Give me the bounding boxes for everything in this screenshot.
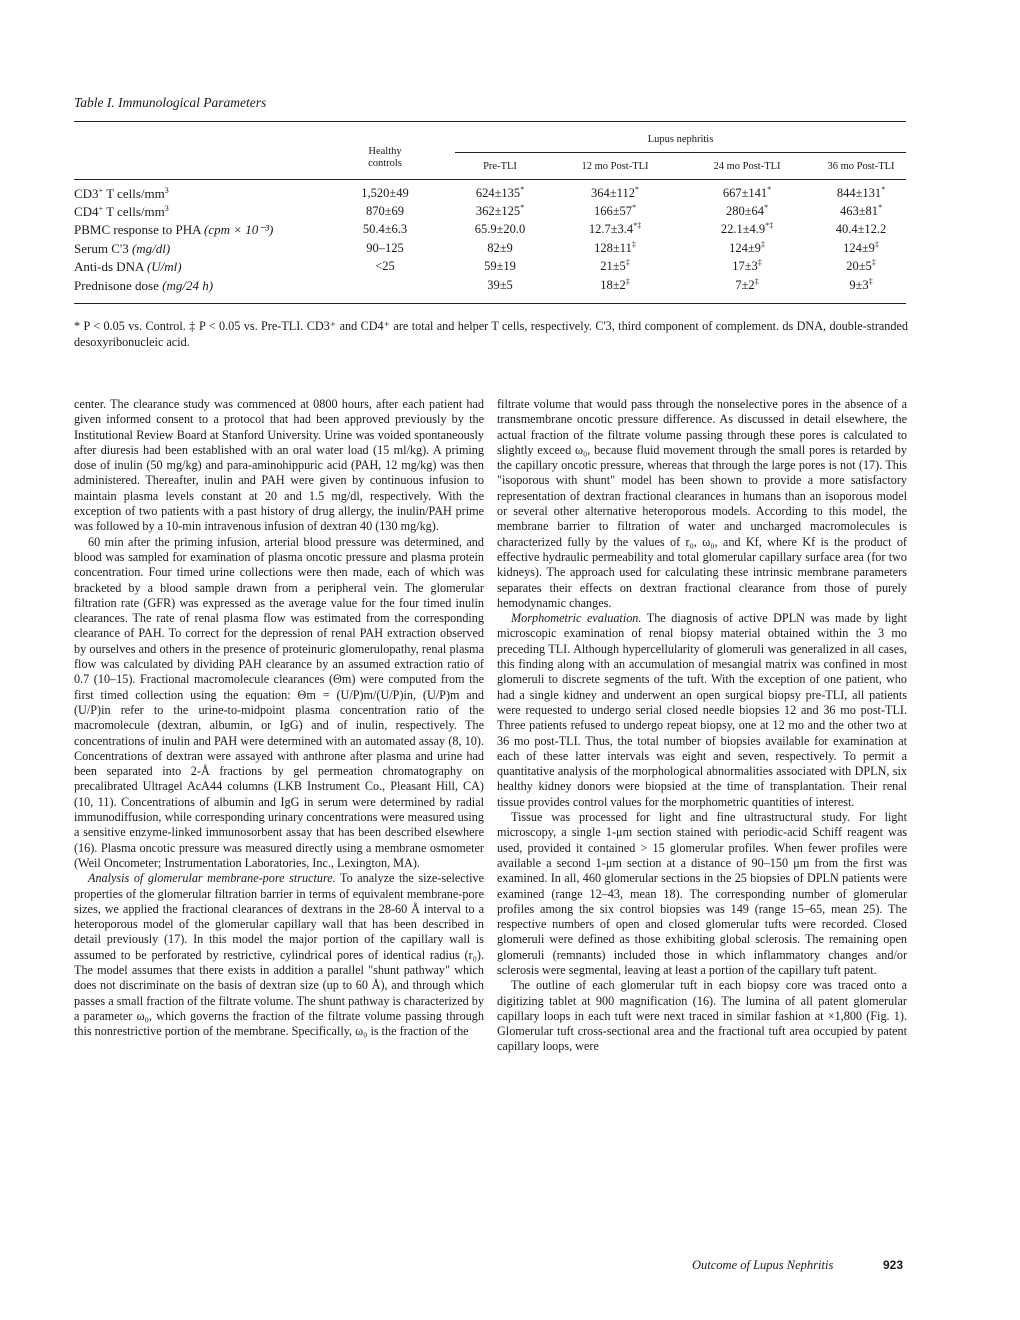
table-cell: 90–125 xyxy=(366,241,404,255)
table-cell: 20±5‡ xyxy=(846,258,876,273)
section-heading: Morphometric evaluation. xyxy=(511,611,642,626)
header-lupus-nephritis: Lupus nephritis xyxy=(647,134,714,145)
table-cell: 844±131* xyxy=(836,185,886,200)
table-cell: 280±64* xyxy=(725,203,769,218)
header-24mo: 24 mo Post-TLI xyxy=(713,161,781,172)
table-top-rule xyxy=(74,121,906,122)
paragraph: The outline of each glomerular tuft in each biopsy core was traced onto a digitizing tablet at 900 magnification (16). The lumina of all patent glomerular capillary loops in each tuft were next traced in similar fashion at ×1,800 (Fig. 1). Glomerular tuft cross-sectional area and the fractional tuft area occupied by patent capillary loops, were xyxy=(497,978,907,1054)
row-label: CD4+ T cells/$mm^3$ xyxy=(74,204,169,219)
row-label: PBMC response to PHA (cpm × 10⁻³) xyxy=(74,222,274,237)
table-cell: 39±5 xyxy=(487,278,513,292)
row-label: Anti-ds DNA (U/ml) xyxy=(74,259,182,274)
table-cell: 18±2‡ xyxy=(600,277,630,292)
lupus-group-rule xyxy=(455,152,906,153)
table-cell: 166±57* xyxy=(593,203,637,218)
table-footnote: * P < 0.05 vs. Control. ‡ P < 0.05 vs. Pre-TLI. CD3⁺ and CD4⁺ are total and helper T cells, respectively. C'3, third component of complement. ds DNA, double-stranded desoxyribonucleic acid. xyxy=(74,319,908,349)
header-36mo: 36 mo Post-TLI xyxy=(827,161,895,172)
right-column xyxy=(497,397,907,1055)
page-number: 923 xyxy=(883,1258,904,1272)
paragraph: Morphometric evaluation. The diagnosis of active DPLN was made by light microscopic examination of renal biopsy material obtained within the 3 mo preceding TLI. Although hypercellularity of glomeruli was generalized in all cases, this finding along with an accumulation of mesangial matrix was confined in most glomeruli to discrete segments of the tuft. With the exception of one patient, who had a single kidney and underwent an open surgical biopsy pre-TLI, all patients were requested to undergo serial closed needle biopsies 12 and 36 mo post-TLI. Three patients refused to undergo repeat biopsy, one at 12 mo and the other two at 36 mo post-TLI. Thus, the total number of biopsies available for examination at each of these latter intervals was eight and seven, respectively. To permit a quantitative analysis of the morphological abnormalities associated with DPLN, six healthy kidney donors were biopsied at the time of transplantation. Their renal tissue provides control values for the morphometric quantities of interest. xyxy=(497,611,907,809)
table-cell: 12.7±3.4*‡ xyxy=(588,221,642,236)
table-cell: 463±81* xyxy=(839,203,883,218)
table-header-rule xyxy=(74,179,906,180)
table-cell: 21±5‡ xyxy=(600,258,630,273)
paragraph: filtrate volume that would pass through the nonselective pores in the absence of a transmembrane oncotic pressure difference. As discussed in detail elsewhere, the actual fraction of the filtrate volume passing through these pores is calculated to slightly exceed ω₀, because fluid movement through the small pores is retarded by the capillary oncotic pressure, whereas that through the large pores is not (17). This "isoporous with shunt" model has been shown to provide a more satisfactory representation of dextran fractional clearances in humans than an isoporous model or several other alternative heteroporous models. According to this model, the membrane barrier to filtration of water and uncharged macromolecules is characterized fully by the values of r₀, ω₀, and Kf, where Kf is the product of effective hydraulic permeability and total glomerular capillary surface area (for two kidneys). The approach used for calculating these intrinsic membrane parameters separates their effects on dextran fractional clearance from those of purely hemodynamic changes. xyxy=(497,397,907,610)
table-cell: 65.9±20.0 xyxy=(474,222,526,236)
row-label: Prednisone dose (mg/24 h) xyxy=(74,278,214,293)
table-cell: 364±112* xyxy=(591,185,639,200)
table-cell: 667±141* xyxy=(722,185,772,200)
table-cell: 362±125* xyxy=(475,203,525,218)
table-cell: 22.1±4.9*‡ xyxy=(720,221,774,236)
header-pre-tli: Pre-TLI xyxy=(483,161,517,172)
table-cell: 50.4±6.3 xyxy=(362,222,408,236)
table-cell: 124±9‡ xyxy=(843,240,879,255)
table-cell: 40.4±12.2 xyxy=(835,222,887,236)
table-cell: 82±9 xyxy=(487,241,513,255)
header-healthy-controls: Healthy controls xyxy=(368,146,402,169)
table-cell: 59±19 xyxy=(484,259,516,273)
table-cell: 128±11‡ xyxy=(594,240,636,255)
table-caption: Table I. Immunological Parameters xyxy=(74,95,267,110)
table-cell: 624±135* xyxy=(475,185,525,200)
section-heading: Analysis of glomerular membrane-pore structure. xyxy=(88,871,336,886)
table-bottom-rule xyxy=(74,303,906,304)
header-12mo: 12 mo Post-TLI xyxy=(581,161,649,172)
table-cell: 7±2‡ xyxy=(735,277,759,292)
running-title: Outcome of Lupus Nephritis xyxy=(692,1258,834,1272)
table-cell: <25 xyxy=(375,259,395,273)
table-cell: 870±69 xyxy=(365,204,405,218)
paragraph: Analysis of glomerular membrane-pore structure. To analyze the size-selective properties of the glomerular filtration barrier in terms of equivalent membrane-pore sizes, we applied the fractional clearances of dextrans in the 28-60 Å interval to a heteroporous model of the glomerular capillary wall that has been described in detail previously (17). In this model the major portion of the capillary wall is assumed to be perforated by restrictive, cylindrical pores of identical radius (r₀). The model assumes that there exists in addition a parallel "shunt pathway" which does not discriminate on the basis of dextran size (up to 60 Å), and through which passes a small fraction of the filtrate volume. The shunt pathway is characterized by a parameter ω₀, which governs the fraction of the filtrate volume passing through this nonrestrictive portion of the membrane. Specifically, ω₀ is the fraction of the xyxy=(74,871,484,1039)
left-column xyxy=(74,397,484,1039)
table-cell: 1,520±49 xyxy=(361,186,409,200)
paragraph: 60 min after the priming infusion, arterial blood pressure was determined, and blood was sampled for examination of plasma oncotic pressure and plasma protein concentration. Four timed urine collections were then made, each of which was bracketed by a blood sample drawn from a peripheral vein. The glomerular filtration rate (GFR) was expressed as the average value for the four timed inulin clearances. The rate of renal plasma flow was estimated from the corresponding clearance of PAH. To correct for the depression of renal PAH extraction observed by ourselves and others in the presence of proteinuric glomerulopathy, renal plasma flow was calculated by dividing PAH clearance by an assumed extraction ratio of 0.7 (10–15). Fractional macromolecule clearances (Θm) were computed from the first timed collection using the equation: Θm = (U/P)m/(U/P)in, (U/P)m and (U/P)in refer to the urine-to-midpoint plasma concentration ratio of the macromolecule (dextran, albumin, or IgG) and of inulin, respectively. The concentrations of inulin and PAH were determined with an automated assay (8, 10). Concentrations of dextran were assayed with anthrone after plasma and urine had been separated into 2-Å fractions by gel permeation chromatography on precalibrated Ultragel AcA44 columns (LKB Instrument Co., Pleasant Hill, CA) (10, 11). Concentrations of albumin and IgG in serum were determined by radial immunodiffusion, while corresponding urinary concentrations were measured using a sensitive enzyme-linked immunosorbent assay that has been described elsewhere (16). Plasma oncotic pressure was measured directly using a membrane osmometer (Weil Oncometer; Instrumentation Laboratories, Inc., Lexington, MA). xyxy=(74,534,484,870)
row-label: Serum C'3 (mg/dl) xyxy=(74,241,171,256)
paragraph: Tissue was processed for light and fine ultrastructural study. For light microscopy, a single 1-μm section stained with periodic-acid Schiff reagent was used, provided it contained > 15 glomerular profiles. When fewer profiles were available a second 1-μm section at a distance of 90–150 μm from the first was examined. In all, 460 glomerular sections in the 25 biopsies of DPLN patients were examined (range 12–43, mean 18). The corresponding number of glomerular profiles among the six control biopsies was 149 (range 15–65, mean 25). The respective numbers of open and closed glomerular tufts were recorded. Closed glomeruli were defined as those exhibiting global sclerosis. The remaining open glomeruli (remnants) included those in which inflammatory changes and/or sclerosis were segmental, leaving at least a portion of the capillary tuft patent. xyxy=(497,810,907,977)
row-label: CD3+ T cells/$mm^3$ xyxy=(74,186,169,201)
paragraph: center. The clearance study was commenced at 0800 hours, after each patient had given informed consent to a protocol that had been approved previously by the Institutional Review Board at Stanford University. Urine was voided spontaneously after diuresis had been established with an oral water load (15 ml/kg). A priming dose of inulin (50 mg/kg) and para-aminohippuric acid (PAH, 12 mg/kg) was then administered. Thereafter, inulin and PAH were given by continuous infusion to maintain plasma levels constant at 20 and 1.5 mg/dl, respectively. With the exception of two patients with a past history of drug allergy, the inulin/PAH prime was followed by a 10-min intravenous infusion of dextran 40 (130 mg/kg). xyxy=(74,397,484,534)
table-cell: 124±9‡ xyxy=(729,240,765,255)
table-cell: 9±3‡ xyxy=(849,277,873,292)
table-cell: 17±3‡ xyxy=(732,258,762,273)
